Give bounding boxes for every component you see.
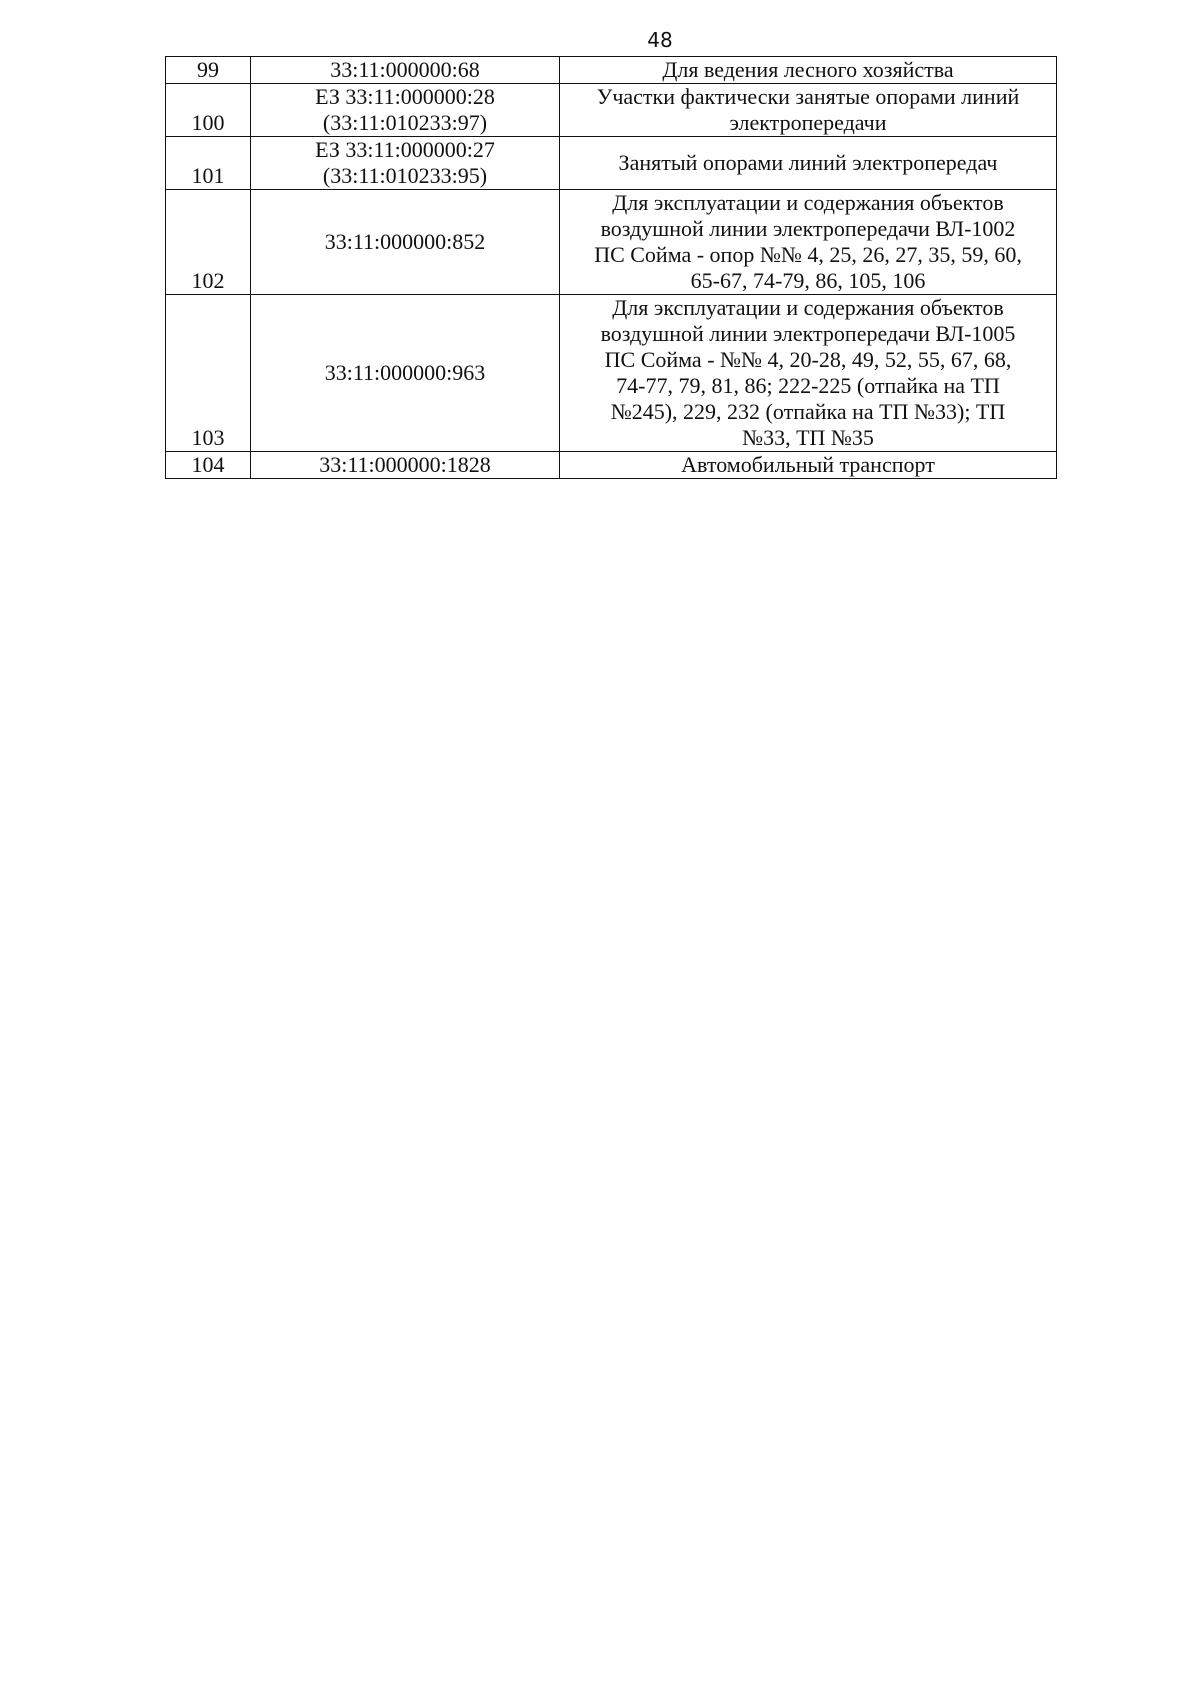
cadastral-number bbox=[251, 137, 560, 190]
row-number: 101 bbox=[166, 137, 251, 190]
cadastral-line: (33:11:010233:95) bbox=[322, 163, 488, 188]
purpose-line: Автомобильный транспорт bbox=[681, 452, 935, 477]
cadastral-number bbox=[251, 57, 560, 84]
purpose-line: ПС Сойма - опор №№ 4, 25, 26, 27, 35, 59, 60, bbox=[594, 242, 1022, 267]
cadastral-line: 33:11:000000:852 bbox=[324, 229, 486, 254]
land-use-purpose bbox=[560, 57, 1057, 84]
land-use-purpose bbox=[560, 452, 1057, 479]
cadastral-line: (33:11:010233:97) bbox=[322, 110, 488, 135]
land-parcels-table bbox=[165, 56, 1057, 479]
purpose-line: Для эксплуатации и содержания объектов bbox=[612, 190, 1004, 215]
table-row bbox=[166, 295, 1057, 452]
purpose-line: №33, ТП №35 bbox=[742, 425, 874, 450]
land-use-purpose bbox=[560, 295, 1057, 452]
row-number: 103 bbox=[166, 295, 251, 452]
row-number: 99 bbox=[166, 57, 251, 84]
cadastral-line: 33:11:000000:1828 bbox=[319, 452, 491, 477]
table-row bbox=[166, 137, 1057, 190]
purpose-line: Для эксплуатации и содержания объектов bbox=[612, 295, 1004, 320]
page-number: 48 bbox=[647, 28, 673, 52]
land-use-purpose bbox=[560, 190, 1057, 295]
cadastral-number bbox=[251, 295, 560, 452]
purpose-line: №245), 229, 232 (отпайка на ТП №33); ТП bbox=[610, 399, 1006, 424]
cadastral-number bbox=[251, 452, 560, 479]
purpose-line: воздушной линии электропередачи ВЛ-1002 bbox=[600, 216, 1016, 241]
purpose-line: электропередачи bbox=[729, 110, 887, 135]
cadastral-line: ЕЗ 33:11:000000:28 bbox=[315, 84, 495, 109]
cadastral-number bbox=[251, 190, 560, 295]
cadastral-line: 33:11:000000:963 bbox=[324, 360, 486, 385]
cadastral-line: 33:11:000000:68 bbox=[330, 57, 480, 82]
purpose-line: Занятый опорами линий электропередач bbox=[618, 150, 998, 175]
purpose-line: ПС Сойма - №№ 4, 20-28, 49, 52, 55, 67, 68, bbox=[604, 347, 1012, 372]
land-use-purpose bbox=[560, 84, 1057, 137]
table-row bbox=[166, 190, 1057, 295]
purpose-line: воздушной линии электропередачи ВЛ-1005 bbox=[600, 321, 1016, 346]
cadastral-line: ЕЗ 33:11:000000:27 bbox=[315, 137, 495, 162]
row-number: 104 bbox=[166, 452, 251, 479]
row-number: 100 bbox=[166, 84, 251, 137]
table-row bbox=[166, 57, 1057, 84]
purpose-line: Для ведения лесного хозяйства bbox=[662, 57, 954, 82]
purpose-line: Участки фактически занятые опорами линий bbox=[596, 84, 1020, 109]
table-row bbox=[166, 452, 1057, 479]
cadastral-number bbox=[251, 84, 560, 137]
purpose-line: 74-77, 79, 81, 86; 222-225 (отпайка на ТП bbox=[616, 373, 1000, 398]
land-use-purpose bbox=[560, 137, 1057, 190]
table-row bbox=[166, 84, 1057, 137]
purpose-line: 65-67, 74-79, 86, 105, 106 bbox=[690, 268, 926, 293]
row-number: 102 bbox=[166, 190, 251, 295]
